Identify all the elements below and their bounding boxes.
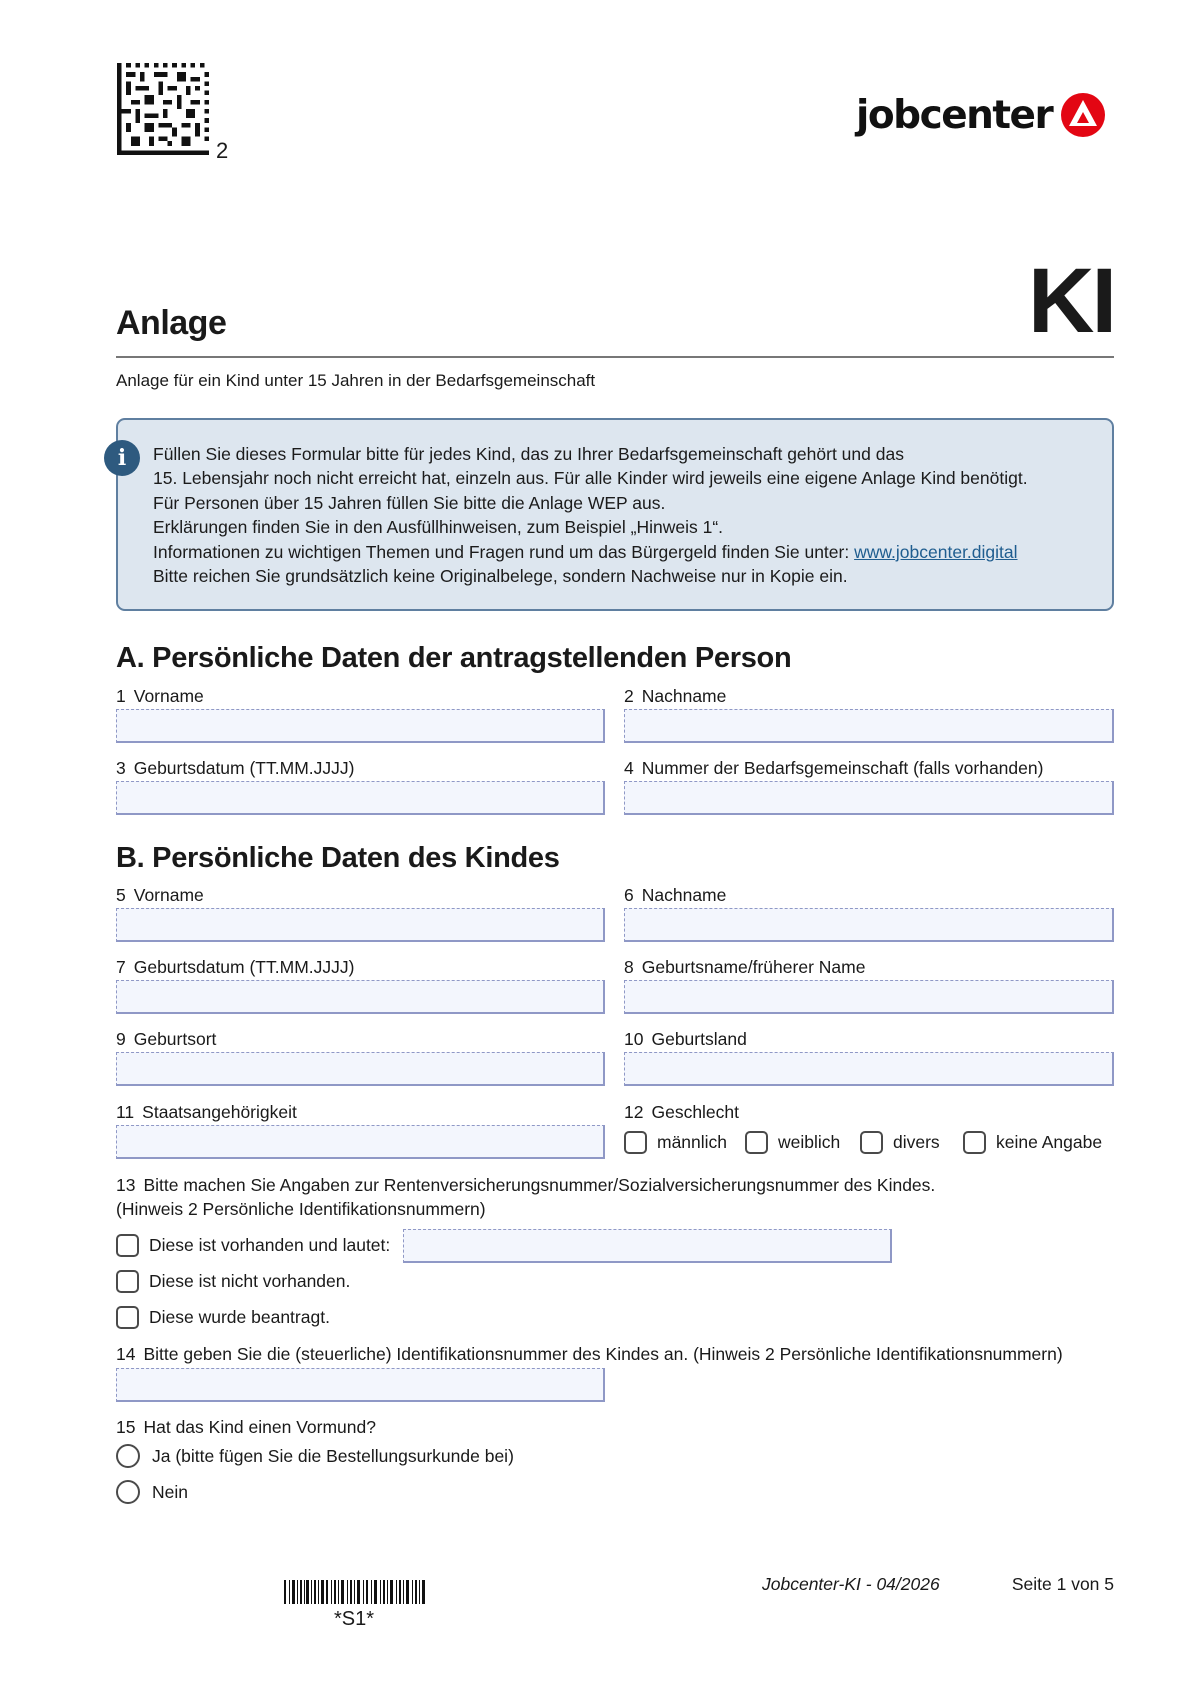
child-first-name-input[interactable] <box>117 909 603 940</box>
document-code: KI <box>1028 250 1114 352</box>
child-last-name-input[interactable] <box>625 909 1112 940</box>
field-label: 2 Nachname <box>624 686 727 706</box>
nationality-input[interactable] <box>117 1126 603 1157</box>
field-label: 4 Nummer der Bedarfsgemeinschaft (falls vorhanden) <box>624 758 1044 778</box>
radio-button[interactable] <box>116 1444 140 1468</box>
pension-number-exists-option[interactable]: Diese ist vorhanden und lautet: <box>116 1234 390 1257</box>
jobcenter-link[interactable]: www.jobcenter.digital <box>854 541 1018 562</box>
checkbox[interactable] <box>624 1131 647 1154</box>
tax-id-field[interactable] <box>116 1368 605 1402</box>
checkbox[interactable] <box>860 1131 883 1154</box>
page-subtitle: Anlage für ein Kind unter 15 Jahren in der Bedarfsgemeinschaft <box>116 371 596 390</box>
applicant-last-name-input[interactable] <box>625 710 1112 741</box>
child-birthdate-field[interactable] <box>116 980 605 1014</box>
info-line: 15. Lebensjahr noch nicht erreicht hat, einzeln aus. Für alle Kinder wird jeweils eine eigene Anlage Kind benötigt. <box>153 468 1028 489</box>
gender-option-diverse[interactable]: divers <box>860 1131 940 1154</box>
info-line <box>153 540 1088 564</box>
logo-text: jobcenter <box>856 92 1053 138</box>
pension-number-missing-option[interactable]: Diese ist nicht vorhanden. <box>116 1270 350 1293</box>
applicant-birthdate-field[interactable] <box>116 781 605 815</box>
birth-name-input[interactable] <box>625 981 1112 1012</box>
info-line: Erklärungen finden Sie in den Ausfüllhinweisen, zum Beispiel „Hinweis 1“. <box>153 517 724 538</box>
question-13-hint: (Hinweis 2 Persönliche Identifikationsnummern) <box>116 1199 486 1219</box>
checkbox[interactable] <box>745 1131 768 1154</box>
info-line: Für Personen über 15 Jahren füllen Sie bitte die Anlage WEP aus. <box>153 492 666 513</box>
field-label: 11 Staatsangehörigkeit <box>116 1102 297 1122</box>
gender-option-female[interactable]: weiblich <box>745 1131 840 1154</box>
birthplace-field[interactable] <box>116 1052 605 1086</box>
field-label: 6 Nachname <box>624 885 727 905</box>
child-first-name-field[interactable] <box>116 908 605 942</box>
field-label: 8 Geburtsname/früherer Name <box>624 957 866 977</box>
birthplace-input[interactable] <box>117 1053 603 1084</box>
birth-country-field[interactable] <box>624 1052 1114 1086</box>
applicant-first-name-field[interactable] <box>116 709 605 743</box>
question-13-label: 13 Bitte machen Sie Angaben zur Rentenversicherungsnummer/Sozialversicherungsnummer des Kindes. <box>116 1175 936 1195</box>
page-title: Anlage <box>116 304 227 342</box>
field-label: 1 Vorname <box>116 686 204 706</box>
info-box <box>116 418 1114 611</box>
guardian-yes-option[interactable]: Ja (bitte fügen Sie die Bestellungsurkunde bei) <box>116 1444 514 1468</box>
barcode-label: *S1* <box>334 1608 375 1630</box>
field-label: 7 Geburtsdatum (TT.MM.JJJJ) <box>116 957 355 977</box>
info-line: Bitte reichen Sie grundsätzlich keine Originalbelege, sondern Nachweise nur in Kopie ein. <box>153 566 848 587</box>
gender-option-male[interactable]: männlich <box>624 1131 727 1154</box>
qr-number: 2 <box>216 138 229 163</box>
community-number-field[interactable] <box>624 781 1114 815</box>
applicant-last-name-field[interactable] <box>624 709 1114 743</box>
jobcenter-logo <box>856 90 1106 140</box>
community-number-input[interactable] <box>625 782 1112 813</box>
field-label: 12 Geschlecht <box>624 1102 740 1122</box>
birth-country-input[interactable] <box>625 1053 1112 1084</box>
barcode-icon <box>284 1580 426 1604</box>
checkbox[interactable] <box>116 1270 139 1293</box>
field-label: 5 Vorname <box>116 885 204 905</box>
pension-number-input[interactable] <box>404 1230 890 1261</box>
field-label: 3 Geburtsdatum (TT.MM.JJJJ) <box>116 758 355 778</box>
guardian-no-option[interactable]: Nein <box>116 1480 188 1504</box>
info-line: Füllen Sie dieses Formular bitte für jedes Kind, das zu Ihrer Bedarfsgemeinschaft gehört und das <box>153 444 904 464</box>
checkbox[interactable] <box>116 1306 139 1329</box>
info-text: Informationen zu wichtigen Themen und Fragen rund um das Bürgergeld finden Sie unter: <box>153 541 850 562</box>
field-label: 9 Geburtsort <box>116 1029 217 1049</box>
radio-button[interactable] <box>116 1480 140 1504</box>
pension-number-field[interactable] <box>403 1229 892 1263</box>
qr-code-icon <box>116 63 210 155</box>
form-code: Jobcenter-KI - 04/2026 <box>762 1574 940 1594</box>
checkbox[interactable] <box>963 1131 986 1154</box>
tax-id-input[interactable] <box>117 1369 603 1400</box>
section-a-title: A. Persönliche Daten der antragstellenden Person <box>116 642 792 674</box>
child-last-name-field[interactable] <box>624 908 1114 942</box>
birth-name-field[interactable] <box>624 980 1114 1014</box>
page-number: Seite 1 von 5 <box>1011 1574 1114 1594</box>
applicant-first-name-input[interactable] <box>117 710 603 741</box>
federal-employment-agency-logo-icon <box>1060 92 1106 138</box>
info-icon: i <box>104 440 140 476</box>
pension-number-applied-option[interactable]: Diese wurde beantragt. <box>116 1306 330 1329</box>
question-14-label: 14 Bitte geben Sie die (steuerliche) Identifikationsnummer des Kindes an. (Hinweis 2 Persönliche Identifikationsnummern) <box>116 1344 1063 1364</box>
applicant-birthdate-input[interactable] <box>117 782 603 813</box>
title-divider <box>116 356 1114 358</box>
child-birthdate-input[interactable] <box>117 981 603 1012</box>
gender-option-no-answer[interactable]: keine Angabe <box>963 1131 1102 1154</box>
question-15-label: 15 Hat das Kind einen Vormund? <box>116 1417 376 1437</box>
checkbox[interactable] <box>116 1234 139 1257</box>
nationality-field[interactable] <box>116 1125 605 1159</box>
field-label: 10 Geburtsland <box>624 1029 747 1049</box>
section-b-title: B. Persönliche Daten des Kindes <box>116 842 560 874</box>
